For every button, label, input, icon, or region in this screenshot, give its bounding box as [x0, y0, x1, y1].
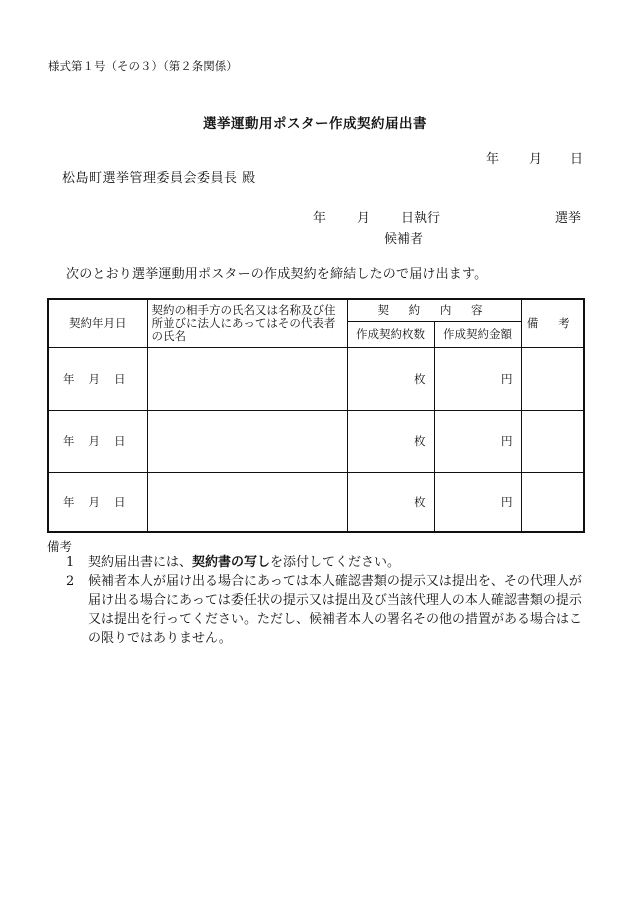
exec-month: 月	[357, 211, 371, 226]
row-amount-cell[interactable]: 円	[434, 347, 521, 410]
row-quantity-cell[interactable]: 枚	[347, 347, 434, 410]
exec-day: 日執行	[401, 211, 441, 226]
row-counterparty-cell[interactable]	[147, 347, 347, 410]
row-remarks-cell[interactable]	[521, 472, 584, 532]
date-year: 年	[486, 152, 500, 167]
row-amount-cell[interactable]: 円	[434, 410, 521, 472]
header-counterparty: 契約の相手方の氏名又は名称及び住所並びに法人にあってはその代表者の氏名	[147, 299, 347, 347]
row-date-cell[interactable]: 年 月 日	[48, 472, 147, 532]
row-quantity-cell[interactable]: 枚	[347, 410, 434, 472]
table-row	[48, 347, 584, 410]
row-remarks-cell[interactable]	[521, 410, 584, 472]
header-amount: 作成契約金額	[434, 321, 521, 347]
row-remarks-cell[interactable]	[521, 347, 584, 410]
header-remarks: 備 考	[521, 299, 584, 347]
note-item-2	[66, 572, 586, 648]
document-title: 選挙運動用ポスター作成契約届出書	[203, 116, 427, 132]
note-number: 2	[66, 574, 75, 589]
row-counterparty-cell[interactable]	[147, 410, 347, 472]
row-quantity-cell[interactable]: 枚	[347, 472, 434, 532]
form-id: 様式第１号（その３）（第２条関係）	[48, 59, 238, 73]
note-emphasis: 契約書の写し	[192, 555, 271, 570]
exec-year: 年	[313, 211, 327, 226]
row-counterparty-cell[interactable]	[147, 472, 347, 532]
table-row	[48, 472, 584, 532]
note-text: 候補者本人が届け出る場合にあっては本人確認書類の提示又は提出を、その代理人が届け出る場合にあっては委任状の提示又は提出及び当該代理人の本人確認書類の提示又は提出を行ってください。ただし、候補者本人の署名その他の措置がある場合はこの限りではありません。	[88, 574, 583, 646]
table-row	[48, 410, 584, 472]
note-item-1: 1 契約届出書には、契約書の写しを添付してください。	[66, 555, 401, 570]
date-day: 日	[570, 152, 584, 167]
header-contract-details: 契 約 内 容	[347, 299, 521, 321]
contract-table	[47, 298, 585, 533]
election-label: 選挙	[555, 211, 582, 226]
candidate-label: 候補者	[384, 232, 424, 247]
header-contract-date: 契約年月日	[48, 299, 147, 347]
notes-title: 備考	[47, 539, 73, 554]
date-month: 月	[529, 152, 543, 167]
row-date-cell[interactable]: 年 月 日	[48, 410, 147, 472]
row-amount-cell[interactable]: 円	[434, 472, 521, 532]
recipient: 松島町選挙管理委員会委員長 殿	[62, 171, 256, 186]
intro-text: 次のとおり選挙運動用ポスターの作成契約を締結したので届け出ます。	[66, 267, 488, 282]
row-date-cell[interactable]: 年 月 日	[48, 347, 147, 410]
note-number: 1	[66, 555, 75, 570]
header-quantity: 作成契約枚数	[347, 321, 434, 347]
